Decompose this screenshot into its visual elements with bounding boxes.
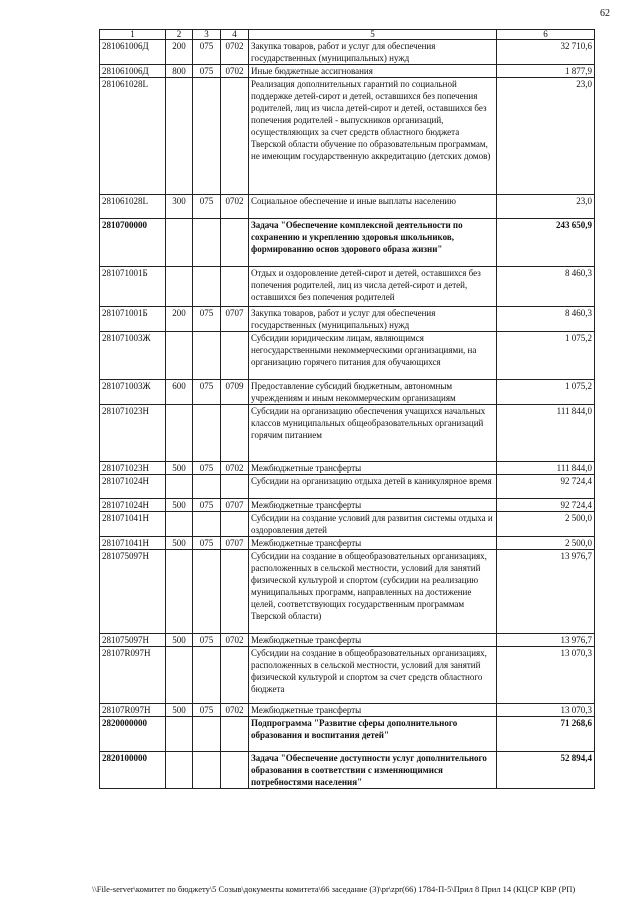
row-amount: 23,0 [497,195,595,219]
row-description: Межбюджетные трансферты [249,462,497,475]
row-kvr: 500 [166,462,193,475]
row-description: Задача "Обеспечение доступности услуг дополнительного образования в соответствии с изменяющимися потребностями населения" [249,752,497,789]
row-code: 28107R097Н [100,647,166,704]
row-section: 0707 [221,499,249,512]
row-code: 281071001Б [100,267,166,307]
row-section [221,550,249,634]
row-kvr [166,512,193,537]
table-row [100,380,595,405]
row-description: Субсидии на организацию обеспечения учащихся начальных классов муниципальных общеобразовательных организаций горячим питанием [249,405,497,462]
row-description: Межбюджетные трансферты [249,499,497,512]
row-kvr: 200 [166,307,193,332]
row-ved [193,78,221,195]
row-ved: 075 [193,499,221,512]
row-ved: 075 [193,537,221,550]
row-amount: 23,0 [497,78,595,195]
row-code: 28107R097Н [100,704,166,717]
table-row [100,40,595,65]
row-kvr: 500 [166,704,193,717]
table-row [100,195,595,219]
row-kvr: 300 [166,195,193,219]
row-ved: 075 [193,380,221,405]
table-row [100,78,595,195]
row-section [221,512,249,537]
row-section: 0707 [221,537,249,550]
row-description: Задача "Обеспечение комплексной деятельности по сохранению и укреплению здоровья школьников, формированию основ здорового образа жизни" [249,219,497,267]
row-ved [193,267,221,307]
row-section [221,267,249,307]
row-kvr [166,475,193,499]
row-description: Отдых и оздоровление детей-сирот и детей, оставшихся без попечения родителей, лиц из числа детей-сирот и детей, оставшихся без попечения родителей [249,267,497,307]
table-row [100,405,595,462]
row-amount: 13 070,3 [497,704,595,717]
row-description: Закупка товаров, работ и услуг для обеспечения государственных (муниципальных) нужд [249,307,497,332]
row-ved [193,475,221,499]
row-ved: 075 [193,634,221,647]
row-kvr: 500 [166,634,193,647]
table-row [100,717,595,752]
row-amount: 243 650,9 [497,219,595,267]
row-ved [193,752,221,789]
row-section: 0702 [221,40,249,65]
row-section [221,475,249,499]
row-ved: 075 [193,307,221,332]
row-description: Субсидии юридическим лицам, являющимся негосударственными некоммерческими организациями, на организацию горячего питания для обучающихся [249,332,497,380]
table-row [100,647,595,704]
row-ved: 075 [193,40,221,65]
row-code: 281061006Д [100,40,166,65]
row-section [221,717,249,752]
row-code: 281071024Н [100,499,166,512]
row-description: Реализация дополнительных гарантий по социальной поддержке детей-сирот и детей, оставшихся без попечения родителей, лиц из числа детей-сирот и детей, оставшихся без попечения родителей - выпускников организаций, осуществляющих за счет средств областного бюджета Тверской области обучение по образовательным программам, не имеющим государственную аккредитацию (детских домов) [249,78,497,195]
row-ved [193,647,221,704]
row-kvr [166,752,193,789]
row-ved: 075 [193,462,221,475]
row-kvr: 500 [166,499,193,512]
row-kvr [166,267,193,307]
row-code: 281075097Н [100,550,166,634]
row-description: Закупка товаров, работ и услуг для обеспечения государственных (муниципальных) нужд [249,40,497,65]
row-kvr [166,550,193,634]
row-amount: 13 070,3 [497,647,595,704]
column-header: 4 [221,30,249,40]
row-kvr: 800 [166,65,193,78]
row-section: 0702 [221,704,249,717]
table-row [100,307,595,332]
row-code: 281071023Н [100,462,166,475]
column-header: 2 [166,30,193,40]
row-ved [193,332,221,380]
row-amount: 2 500,0 [497,512,595,537]
row-code: 2820000000 [100,717,166,752]
row-description: Субсидии на создание условий для развития системы отдыха и оздоровления детей [249,512,497,537]
row-kvr [166,405,193,462]
column-header: 5 [249,30,497,40]
row-ved: 075 [193,704,221,717]
table-row [100,219,595,267]
row-description: Межбюджетные трансферты [249,634,497,647]
table-row [100,475,595,499]
table-row [100,752,595,789]
row-description: Социальное обеспечение и иные выплаты населению [249,195,497,219]
row-amount: 8 460,3 [497,267,595,307]
row-amount: 111 844,0 [497,462,595,475]
row-description: Субсидии на создание в общеобразовательных организациях, расположенных в сельской местности, условий для занятий физической культурой и спортом за счет средств областного бюджета [249,647,497,704]
row-code: 281071041Н [100,512,166,537]
row-amount: 2 500,0 [497,537,595,550]
row-section: 0707 [221,307,249,332]
table-row [100,462,595,475]
row-section [221,752,249,789]
row-amount: 92 724,4 [497,499,595,512]
table-row [100,332,595,380]
row-kvr [166,332,193,380]
row-description: Подпрограмма "Развитие сферы дополнительного образования и воспитания детей" [249,717,497,752]
row-code: 2820100000 [100,752,166,789]
row-code: 281061028L [100,78,166,195]
row-section [221,219,249,267]
row-description: Предоставление субсидий бюджетным, автономным учреждениям и иным некоммерческим организациям [249,380,497,405]
header-row [100,30,595,40]
row-section: 0702 [221,65,249,78]
table-row [100,704,595,717]
row-ved [193,717,221,752]
column-header: 3 [193,30,221,40]
row-description: Иные бюджетные ассигнования [249,65,497,78]
row-section [221,647,249,704]
row-section [221,78,249,195]
row-ved: 075 [193,65,221,78]
column-header: 6 [497,30,595,40]
row-code: 281071023Н [100,405,166,462]
budget-table [99,29,595,789]
row-amount: 1 075,2 [497,332,595,380]
row-code: 281061006Д [100,65,166,78]
row-kvr: 600 [166,380,193,405]
row-amount: 8 460,3 [497,307,595,332]
page-number: 62 [600,8,610,19]
table-row [100,267,595,307]
row-description: Субсидии на организацию отдыха детей в каникулярное время [249,475,497,499]
row-code: 281071001Б [100,307,166,332]
table-row [100,550,595,634]
table-row [100,512,595,537]
row-code: 281061028L [100,195,166,219]
row-kvr [166,219,193,267]
row-amount: 1 075,2 [497,380,595,405]
row-kvr [166,647,193,704]
row-section: 0702 [221,195,249,219]
row-code: 281075097Н [100,634,166,647]
table-row [100,634,595,647]
row-code: 281071041Н [100,537,166,550]
row-amount: 52 894,4 [497,752,595,789]
row-code: 281071003Ж [100,380,166,405]
row-amount: 1 877,9 [497,65,595,78]
row-kvr [166,78,193,195]
row-ved [193,219,221,267]
row-kvr: 500 [166,537,193,550]
row-description: Субсидии на создание в общеобразовательных организациях, расположенных в сельской местности, условий для занятий физической культурой и спортом (субсидии на реализацию муниципальных программ, направленных на достижение целей, соответствующих государственным программам Тверской области) [249,550,497,634]
table-row [100,537,595,550]
row-amount: 13 976,7 [497,634,595,647]
row-section: 0709 [221,380,249,405]
row-amount: 32 710,6 [497,40,595,65]
row-amount: 13 976,7 [497,550,595,634]
row-ved [193,405,221,462]
table-row [100,65,595,78]
column-header: 1 [100,30,166,40]
row-amount: 111 844,0 [497,405,595,462]
row-section: 0702 [221,462,249,475]
file-path-footer: \\File-server\комитет по бюджету\5 Созыв\документы комитета\66 заседание (3)\pr\zpr(66) 1784-П-5\Прил 8 Прил 14 (КЦСР КВР (РП) [92,884,576,894]
row-amount: 92 724,4 [497,475,595,499]
table-row [100,499,595,512]
row-ved [193,550,221,634]
row-code: 2810700000 [100,219,166,267]
row-code: 281071003Ж [100,332,166,380]
row-amount: 71 268,6 [497,717,595,752]
row-description: Межбюджетные трансферты [249,704,497,717]
row-description: Межбюджетные трансферты [249,537,497,550]
row-section: 0702 [221,634,249,647]
row-ved: 075 [193,195,221,219]
row-code: 281071024Н [100,475,166,499]
row-kvr [166,717,193,752]
row-kvr: 200 [166,40,193,65]
row-section [221,405,249,462]
row-ved [193,512,221,537]
row-section [221,332,249,380]
